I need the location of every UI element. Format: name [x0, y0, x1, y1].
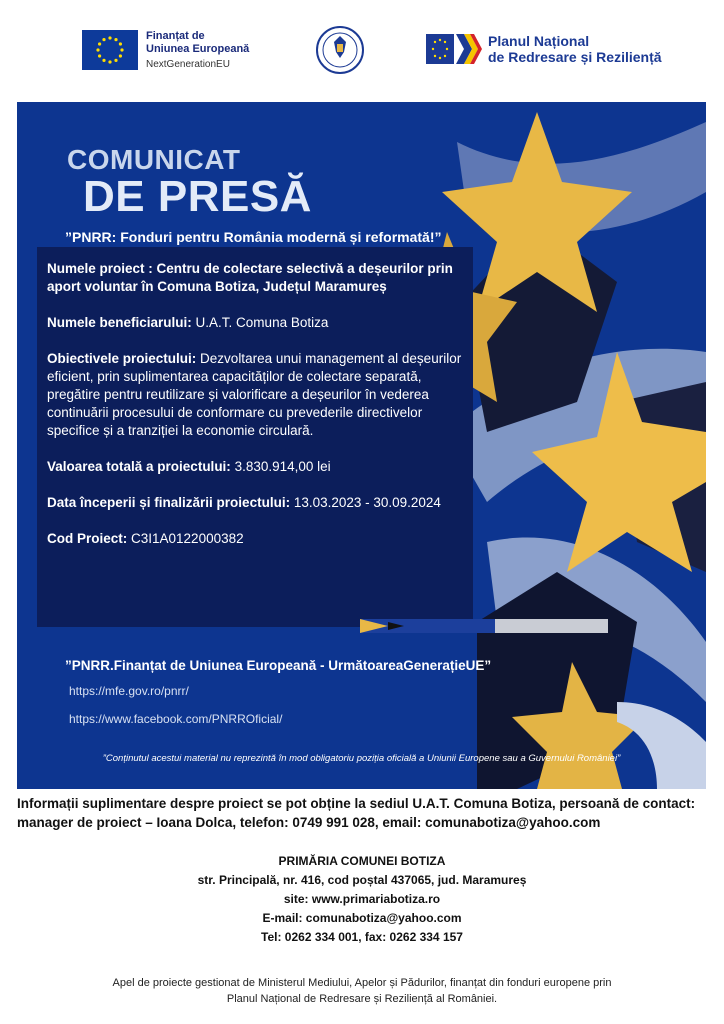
press-release-poster	[17, 102, 706, 789]
mfe-link[interactable]: https://mfe.gov.ro/pnrr/	[69, 684, 189, 698]
pnrr-logo-line1: Planul Național	[488, 33, 590, 49]
pnrr-flag-icon	[426, 32, 482, 66]
decorative-progress-bar	[360, 619, 608, 633]
project-beneficiary: Numele beneficiarului: U.A.T. Comuna Botiza	[47, 315, 329, 330]
disclaimer: ”Conținutul acestui material nu reprezintă în mod obligatoriu poziția oficială a Uniunii Europene sau a Guvernului României”	[102, 753, 621, 764]
address-line2: str. Principală, nr. 416, cod poștal 437065, jud. Maramureș	[197, 873, 527, 887]
government-seal-icon	[316, 26, 364, 74]
slogan-bottom: ”PNRR.Finanțat de Uniunea Europeană - UrmătoareaGenerațieUE”	[65, 658, 492, 673]
eu-logo-line3: NextGenerationEU	[146, 59, 230, 70]
footer-line1: Apel de proiecte gestionat de Ministerul Mediului, Apelor și Pădurilor, finanțat din fonduri europene prin	[112, 977, 612, 989]
project-info	[47, 260, 467, 566]
facebook-link[interactable]: https://www.facebook.com/PNRROficial/	[69, 712, 283, 726]
project-objectives: Obiectivele proiectului: Dezvoltarea unui management al deșeurilor eficient, prin suplimentarea capacităților de colectare separată, pregătire pentru reutilizare și valorificare a deșeurilor în vederea continuării procesului de conformare cu prevederile directivelor specifice și a tranziției la economie circulară.	[47, 351, 462, 438]
press-release-heading-line2: DE PRESĂ	[83, 172, 312, 221]
footer-line2: Planul Național de Redresare și Reziliență al României.	[226, 993, 498, 1005]
logo-header	[0, 0, 724, 100]
eu-logo-line2: Uniunea Europeană	[146, 43, 250, 55]
slogan-top: ”PNRR: Fonduri pentru România modernă și reformată!”	[65, 229, 442, 245]
pnrr-logo	[426, 32, 662, 66]
address-site[interactable]: site: www.primariabotiza.ro	[283, 892, 441, 906]
project-total-value: Valoarea totală a proiectului: 3.830.914,00 lei	[47, 459, 331, 474]
eu-funding-logo	[82, 30, 249, 71]
project-name: Numele proiect : Centru de colectare selectivă a deșeurilor prin aport voluntar în Comuna Botiza, Județul Maramureș	[47, 261, 453, 294]
town-hall-address	[0, 852, 724, 947]
contact-info: Informații suplimentare despre proiect se pot obține la sediul U.A.T. Comuna Botiza, persoană de contact: manager de proiect – Ioana Dolca, telefon: 0749 991 028, email: comunabotiza@yahoo.com	[17, 796, 696, 830]
address-email[interactable]: E-mail: comunabotiza@yahoo.com	[262, 911, 462, 925]
pnrr-logo-line2: de Redresare și Reziliență	[488, 49, 662, 65]
footer-note	[0, 975, 724, 1007]
project-code: Cod Proiect: C3I1A0122000382	[47, 531, 244, 546]
eu-logo-line1: Finanțat de	[146, 30, 205, 42]
address-phone: Tel: 0262 334 001, fax: 0262 334 157	[261, 930, 463, 944]
eu-flag-icon	[82, 30, 138, 70]
project-dates: Data începerii și finalizării proiectului: 13.03.2023 - 30.09.2024	[47, 495, 441, 510]
press-release-heading-line1: COMUNICAT	[67, 144, 241, 175]
address-line1: PRIMĂRIA COMUNEI BOTIZA	[278, 854, 446, 868]
